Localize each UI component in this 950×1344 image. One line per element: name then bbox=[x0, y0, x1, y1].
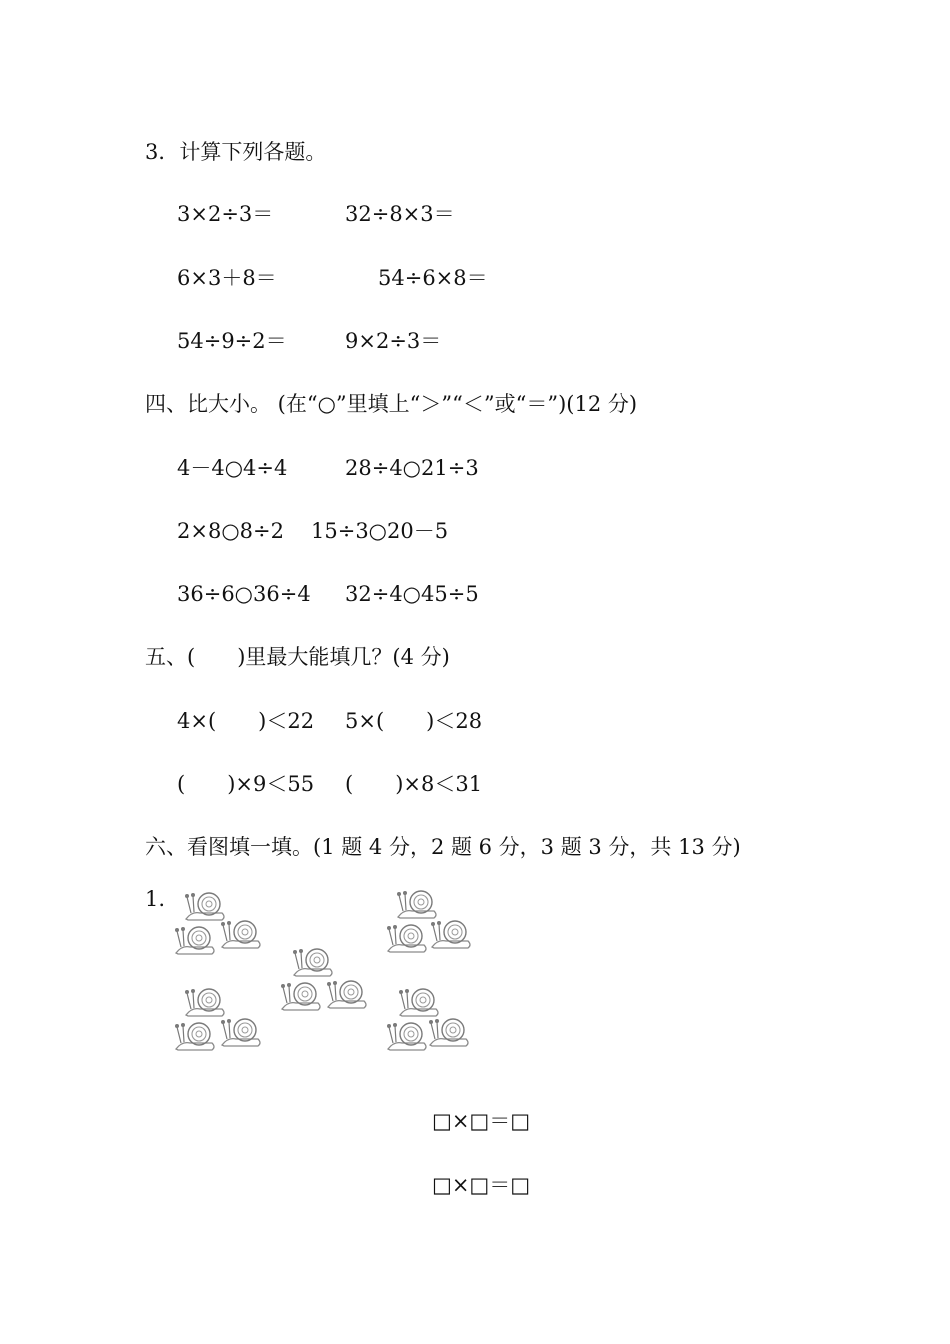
section4-heading: 四、比大小。 (在“○”里填上“＞”“＜”或“＝”)(12 分) bbox=[145, 392, 638, 416]
snail-icon bbox=[172, 1019, 218, 1053]
compare-row1-b: 28÷4○21÷3 bbox=[345, 456, 479, 480]
snail-icon bbox=[428, 917, 474, 951]
equation-blank-2: □×□＝□ bbox=[432, 1173, 531, 1197]
section3-heading: 3．计算下列各题。 bbox=[145, 140, 327, 164]
snail-icon bbox=[384, 1019, 430, 1053]
compare-row2-a: 2×8○8÷2 bbox=[177, 519, 284, 543]
equation-blank-1: □×□＝□ bbox=[432, 1109, 531, 1133]
calc-54div6x8: 54÷6×8＝ bbox=[378, 266, 488, 290]
fill-row2-a: ( )×9＜55 bbox=[177, 772, 315, 796]
snail-icon bbox=[324, 977, 370, 1011]
fill-row2-b: ( )×8＜31 bbox=[345, 772, 483, 796]
snail-icon bbox=[278, 979, 324, 1013]
snail-icon bbox=[172, 923, 218, 957]
section5-heading: 五、( )里最大能填几？(4 分) bbox=[145, 645, 450, 669]
snail-group-icon bbox=[172, 885, 472, 1057]
fill-row1-b: 5×( )＜28 bbox=[345, 709, 483, 733]
snail-icon bbox=[218, 917, 264, 951]
calc-54div9div2: 54÷9÷2＝ bbox=[177, 329, 287, 353]
calc-32div8x3: 32÷8×3＝ bbox=[345, 202, 455, 226]
snail-icon bbox=[182, 985, 228, 1019]
snail-icon bbox=[384, 921, 430, 955]
snail-icon bbox=[426, 1015, 472, 1049]
snail-icon bbox=[218, 1015, 264, 1049]
question-1-label: 1. bbox=[145, 887, 166, 911]
calc-9x2div3: 9×2÷3＝ bbox=[345, 329, 442, 353]
section6-heading: 六、看图填一填。(1 题 4 分，2 题 6 分，3 题 3 分，共 13 分) bbox=[145, 835, 741, 859]
snail-icon bbox=[394, 887, 440, 921]
compare-row2-b: 15÷3○20－5 bbox=[311, 519, 449, 543]
calc-3x2div3: 3×2÷3＝ bbox=[177, 202, 274, 226]
calc-6x3plus8: 6×3＋8＝ bbox=[177, 266, 277, 290]
snail-icon bbox=[396, 985, 442, 1019]
compare-row3-a: 36÷6○36÷4 bbox=[177, 582, 311, 606]
snail-icon bbox=[290, 945, 336, 979]
compare-row1-a: 4－4○4÷4 bbox=[177, 456, 288, 480]
fill-row1-a: 4×( )＜22 bbox=[177, 709, 315, 733]
compare-row3-b: 32÷4○45÷5 bbox=[345, 582, 479, 606]
